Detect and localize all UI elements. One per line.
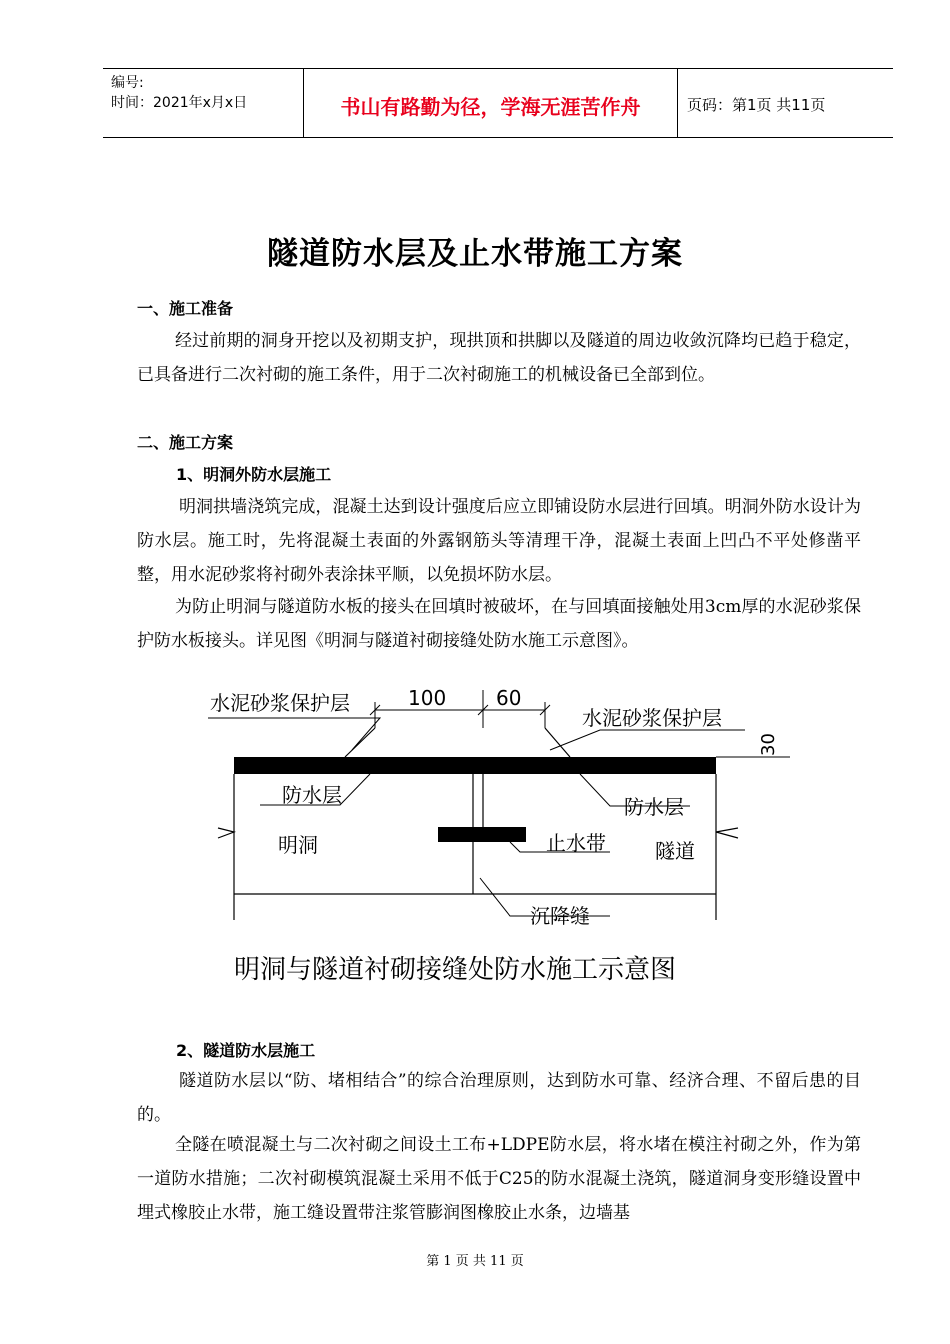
subsection-heading: 1、明洞外防水层施工 [176, 465, 332, 484]
label-settlement: 沉降缝 [530, 904, 590, 928]
label-tunnel: 隧道 [655, 839, 695, 863]
label-mortar-left: 水泥砂浆保护层 [210, 691, 350, 715]
header-page-info: 页码：第1页 共11页 [687, 96, 826, 114]
paragraph: 全隧在喷混凝土与二次衬砌之间设土工布+LDPE防水层，将水堵在模注衬砌之外，作为第一道防水措施；二次衬砌模筑混凝土采用不低于C25的防水混凝土浇筑，隧道洞身变形缝设置中埋式橡胶止水带，施工缝设置带注浆管膨润图橡胶止水条，边墙基 [137, 1135, 861, 1223]
paragraph: 明洞拱墙浇筑完成，混凝土达到设计强度后应立即铺设防水层进行回填。明洞外防水设计为防水层。施工时，先将混凝土表面的外露钢筋头等清理干净，混凝土表面上凹凸不平处修凿平整，用水泥砂浆将衬砌外表涂抹平顺，以免损坏防水层。 [137, 497, 861, 585]
date-label: 时间：2021年x月x日 [111, 95, 248, 111]
page-footer: 第 1 页 共 11 页 [426, 1254, 524, 1269]
dim-60: 60 [496, 686, 522, 710]
joint-waterproofing-diagram [190, 680, 790, 1000]
header-meta [111, 73, 247, 113]
paragraph: 经过前期的洞身开挖以及初期支护，现拱顶和拱脚以及隧道的周边收敛沉降均已趋于稳定，已具备进行二次衬砌的施工条件，用于二次衬砌施工的机械设备已全部到位。 [137, 331, 861, 385]
section-heading: 一、施工准备 [137, 299, 234, 318]
number-label: 编号: [111, 75, 144, 91]
diagram-caption: 明洞与隧道衬砌接缝处防水施工示意图 [234, 955, 677, 985]
label-waterproof-right: 防水层 [624, 795, 684, 819]
label-waterstop: 止水带 [546, 831, 606, 855]
label-waterproof-left: 防水层 [282, 783, 342, 807]
paragraph: 隧道防水层以“防、堵相结合”的综合治理原则，达到防水可靠、经济合理、不留后患的目的。 [137, 1071, 861, 1125]
document-title: 隧道防水层及止水带施工方案 [267, 236, 683, 272]
dim-100: 100 [408, 686, 447, 710]
waterstop-bar [438, 827, 526, 842]
header-motto: 书山有路勤为径，学海无涯苦作舟 [340, 95, 641, 119]
paragraph: 为防止明洞与隧道防水板的接头在回填时被破坏，在与回填面接触处用3cm厚的水泥砂浆保护防水板接头。详见图《明洞与隧道衬砌接缝处防水施工示意图》。 [137, 597, 861, 651]
label-open-cut: 明洞 [278, 833, 318, 857]
dim-30: 30 [758, 733, 779, 756]
waterproof-layer-bar [234, 757, 716, 774]
subsection-heading: 2、隧道防水层施工 [176, 1041, 316, 1060]
section-heading: 二、施工方案 [137, 433, 234, 452]
page-header [103, 68, 893, 138]
label-mortar-right: 水泥砂浆保护层 [582, 706, 722, 730]
header-divider [677, 69, 678, 137]
